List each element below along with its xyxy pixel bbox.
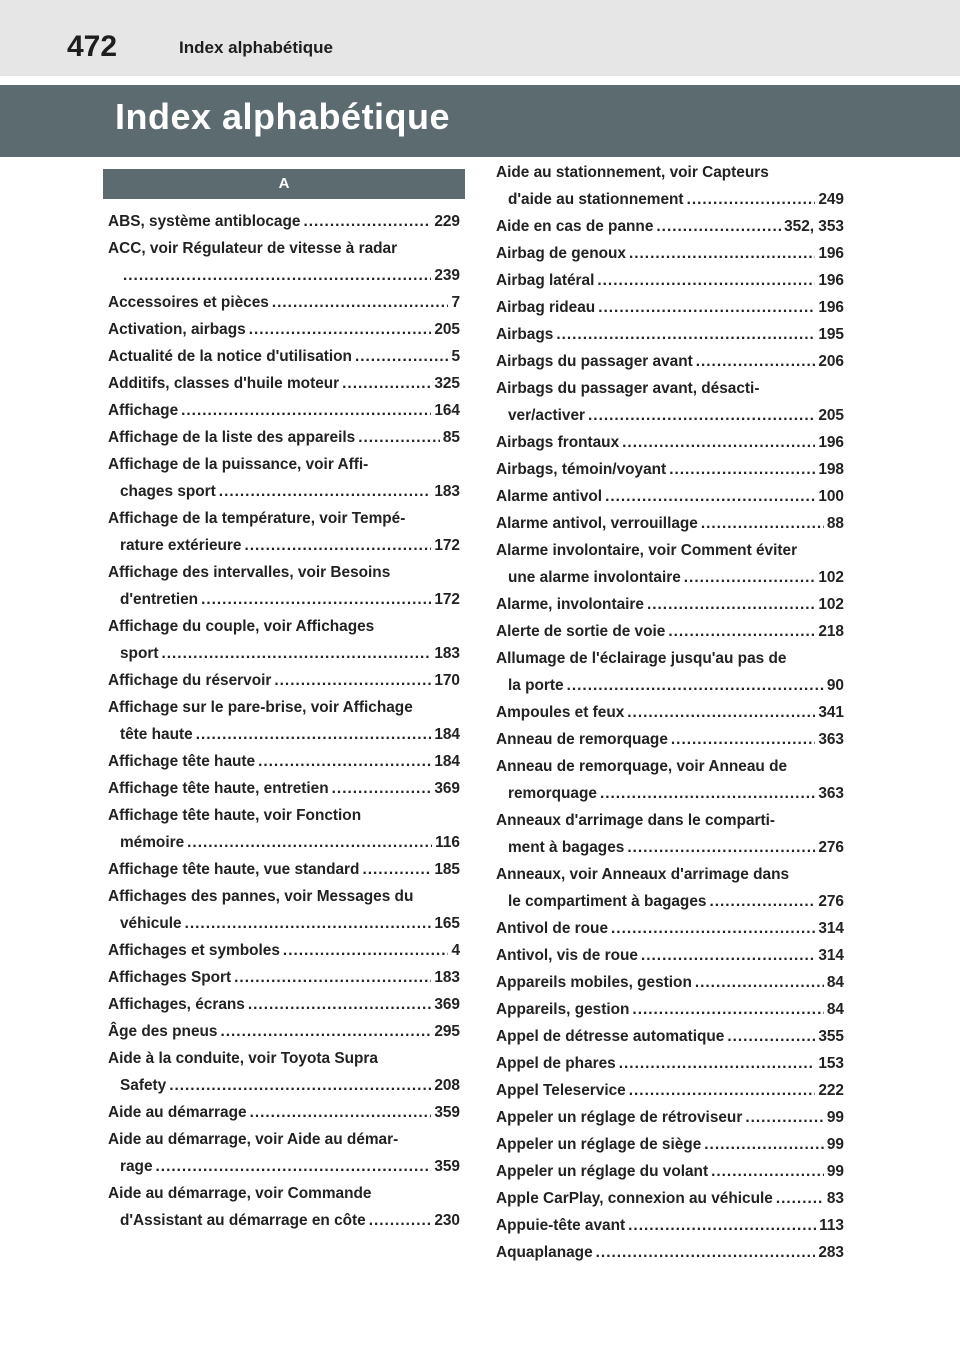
dot-leader [671,726,815,753]
index-entry-text: Accessoires et pièces [108,294,269,311]
dot-leader [711,1158,824,1185]
page-reference: 88 [826,515,844,532]
index-entry-text: ACC, voir Régulateur de vitesse à radar [108,240,398,257]
index-entry [496,267,844,294]
index-entry-text: Affichage tête haute, entretien [108,780,329,797]
index-entry-text: Ampoules et feux [496,704,625,721]
dot-leader [123,262,431,289]
dot-leader [249,316,432,343]
dot-leader [647,591,815,618]
index-entry [496,726,844,753]
index-entry [108,1018,460,1045]
index-entry-text: Anneaux, voir Anneaux d'arrimage dans [496,866,790,883]
index-entry [496,1185,844,1212]
index-entry-text: Appel de détresse automatique [496,1028,725,1045]
index-entry-text: Alerte de sortie de voie [496,623,666,640]
page-reference: 172 [434,591,460,608]
index-entry-text: tête haute [120,726,193,743]
index-entry-text: Safety [120,1077,167,1094]
index-entry [108,559,460,613]
dot-leader [355,343,448,370]
page-reference: 325 [434,375,460,392]
page-reference: 230 [434,1212,460,1229]
page-reference: 355 [818,1028,844,1045]
index-entry-text: Airbag latéral [496,272,595,289]
index-entry-text: d'entretien [120,591,199,608]
index-entry-text: Alarme involontaire, voir Comment éviter [496,542,798,559]
index-entry-text: Affichages des pannes, voir Messages du [108,888,414,905]
index-entry-text: Affichage du réservoir [108,672,272,689]
page-reference: 276 [818,893,844,910]
page-reference: 229 [434,213,460,230]
page-reference: 196 [818,434,844,451]
index-entry [496,537,844,591]
page-reference: 84 [826,1001,844,1018]
index-entry [108,748,460,775]
dot-leader [709,888,815,915]
page-reference: 4 [451,942,460,959]
index-entry-text: Aide en cas de panne [496,218,654,235]
page-reference: 83 [826,1190,844,1207]
index-entry-text: Appeler un réglage de siège [496,1136,702,1153]
index-entry [496,1077,844,1104]
index-entry-text: Anneau de remorquage, voir Anneau de [496,758,788,775]
index-entry-text: rature extérieure [120,537,242,554]
index-entry [496,753,844,807]
index-entry-text: ver/activer [508,407,586,424]
index-entry [108,883,460,937]
dot-leader [187,829,432,856]
index-entry-text: Airbag rideau [496,299,596,316]
index-entry-text: Anneau de remorquage [496,731,668,748]
index-entry-text: Affichage tête haute, voir Fonction [108,807,362,824]
index-entry [108,667,460,694]
index-entry-text: Alarme, involontaire [496,596,644,613]
index-entry-text: Aquaplanage [496,1244,593,1261]
index-entry [496,1023,844,1050]
dot-leader [745,1104,824,1131]
page-reference: 218 [818,623,844,640]
dot-leader [687,186,816,213]
index-entry [496,861,844,915]
index-entry-text: Alarme antivol, verrouillage [496,515,698,532]
index-entry [108,1126,460,1180]
dot-leader [704,1131,824,1158]
index-entry [496,348,844,375]
index-entry-text: Affichages, écrans [108,996,245,1013]
dot-leader [684,564,816,591]
index-entry [496,510,844,537]
page-reference: 359 [434,1104,460,1121]
index-entry [496,321,844,348]
index-entry-text: Airbag de genoux [496,245,626,262]
index-entry [496,213,844,240]
index-entry [108,856,460,883]
page-reference: 276 [818,839,844,856]
index-entry [496,807,844,861]
page-reference: 100 [818,488,844,505]
index-entry [108,235,460,289]
page-reference: 341 [818,704,844,721]
page-reference: 99 [826,1163,844,1180]
index-entry-text: Additifs, classes d'huile moteur [108,375,340,392]
page-reference: 85 [442,429,460,446]
index-entry-text: rage [120,1158,153,1175]
dot-leader [696,348,816,375]
index-entry-text: Allumage de l'éclairage jusqu'au pas de [496,650,787,667]
index-entry [496,942,844,969]
dot-leader [156,1153,432,1180]
page-reference: 99 [826,1109,844,1126]
page-reference: 196 [818,272,844,289]
running-title: Index alphabétique [179,38,333,57]
index-entry-text: Aide au démarrage, voir Commande [108,1185,372,1202]
index-entry-text: Affichage [108,402,179,419]
index-entry [496,483,844,510]
index-entry-text: remorquage [508,785,597,802]
index-entry [496,969,844,996]
page-reference: 239 [434,267,460,284]
index-entry-text: ABS, système antiblocage [108,213,301,230]
dot-leader [219,478,432,505]
index-entry-text: Appuie-tête avant [496,1217,626,1234]
dot-leader [619,1050,816,1077]
index-entry-text: Affichage du couple, voir Affichages [108,618,375,635]
dot-leader [362,856,431,883]
index-entry-text: Affichage de la température, voir Tempé- [108,510,406,527]
index-entry-text: mémoire [120,834,185,851]
index-entry-text: d'aide au stationnement [508,191,684,208]
dot-leader [632,996,823,1023]
dot-leader [669,456,815,483]
index-entry-text: Aide au stationnement, voir Capteurs [496,164,769,181]
dot-leader [629,240,815,267]
dot-leader [627,834,815,861]
page-reference: 314 [818,947,844,964]
page-reference: 369 [434,996,460,1013]
index-entry [108,613,460,667]
index-entry [496,1050,844,1077]
page-reference: 359 [434,1158,460,1175]
index-entry [496,159,844,213]
dot-leader [596,1239,816,1266]
dot-leader [283,937,449,964]
index-entry-text: Airbags du passager avant, désacti- [496,380,760,397]
dot-leader [776,1185,824,1212]
page-reference: 295 [434,1023,460,1040]
index-entry [496,375,844,429]
index-entry-text: Appareils, gestion [496,1001,630,1018]
index-entry [108,1045,460,1099]
index-entry [108,370,460,397]
dot-leader [201,586,431,613]
dot-leader [258,748,431,775]
dot-leader [220,1018,431,1045]
page-reference: 183 [434,969,460,986]
dot-leader [605,483,815,510]
dot-leader [234,964,431,991]
page-reference: 84 [826,974,844,991]
index-entry-text: Airbags, témoin/voyant [496,461,667,478]
page-reference: 205 [434,321,460,338]
dot-leader [274,667,431,694]
page-reference: 195 [818,326,844,343]
dot-leader [701,510,824,537]
page-reference: 206 [818,353,844,370]
index-entry [108,343,460,370]
index-entry-text: Antivol, vis de roue [496,947,638,964]
index-entry-text: Airbags [496,326,554,343]
page-reference: 5 [451,348,460,365]
page-reference: 183 [434,645,460,662]
index-entry [108,802,460,856]
dot-leader [161,640,431,667]
page-reference: 205 [818,407,844,424]
index-entry [108,991,460,1018]
index-entry [108,289,460,316]
index-entry-text: Appareils mobiles, gestion [496,974,692,991]
index-entry [496,240,844,267]
index-entry-text: Aide à la conduite, voir Toyota Supra [108,1050,378,1067]
index-entry-text: la porte [508,677,564,694]
index-entry-text: Aide au démarrage [108,1104,247,1121]
index-entry-text: le compartiment à bagages [508,893,707,910]
index-entry-text: Activation, airbags [108,321,246,338]
index-entry [108,694,460,748]
index-entry-text: Antivol de roue [496,920,609,937]
index-entry [108,505,460,559]
page-reference: 113 [819,1217,844,1234]
index-entry [108,937,460,964]
page-reference: 352, 353 [784,218,844,235]
index-entry-text: Anneaux d'arrimage dans le comparti- [496,812,776,829]
index-entry [496,1212,844,1239]
dot-leader [248,991,431,1018]
index-entry [496,1158,844,1185]
index-entry [108,208,460,235]
index-entry-text: Affichages et symboles [108,942,280,959]
index-entry [108,397,460,424]
page-reference: 184 [434,753,460,770]
page-reference: 102 [818,596,844,613]
index-entry-text: Affichage de la liste des appareils [108,429,356,446]
index-entry-text: Alarme antivol [496,488,603,505]
page-reference: 363 [818,785,844,802]
page-reference: 7 [451,294,460,311]
index-entry [496,456,844,483]
page-reference: 184 [434,726,460,743]
index-column-left [108,208,460,1234]
dot-leader [244,532,431,559]
page-reference: 363 [818,731,844,748]
page-reference: 222 [818,1082,844,1099]
dot-leader [272,289,449,316]
index-entry [496,294,844,321]
section-letter-header: A [103,169,465,199]
page-number: 472 [67,30,118,63]
page-reference: 369 [434,780,460,797]
page-reference: 314 [818,920,844,937]
index-entry [108,964,460,991]
dot-leader [332,775,432,802]
dot-leader [668,618,815,645]
dot-leader [695,969,824,996]
index-entry [496,915,844,942]
page-reference: 102 [818,569,844,586]
index-entry [108,1099,460,1126]
dot-leader [641,942,815,969]
index-entry-text: Affichage des intervalles, voir Besoins [108,564,391,581]
page-reference: 172 [434,537,460,554]
index-entry-text: Appeler un réglage de rétroviseur [496,1109,743,1126]
dot-leader [627,699,815,726]
dot-leader [185,910,432,937]
index-entry-text: Appeler un réglage du volant [496,1163,709,1180]
index-entry-text: Affichage sur le pare-brise, voir Affichage [108,699,413,716]
index-entry [108,451,460,505]
dot-leader [303,208,431,235]
page-reference: 198 [818,461,844,478]
dot-leader [727,1023,815,1050]
page-reference: 196 [818,245,844,262]
index-entry-text: Actualité de la notice d'utilisation [108,348,352,365]
index-entry [108,316,460,343]
index-entry [496,618,844,645]
dot-leader [250,1099,432,1126]
index-entry-text: Airbags du passager avant [496,353,693,370]
index-entry [496,429,844,456]
index-entry-text: Affichages Sport [108,969,232,986]
dot-leader [369,1207,432,1234]
dot-leader [622,429,815,456]
dot-leader [600,780,815,807]
page-reference: 283 [818,1244,844,1261]
dot-leader [169,1072,431,1099]
page-reference: 165 [434,915,460,932]
index-entry [496,699,844,726]
index-entry [496,1104,844,1131]
index-entry-text: Âge des pneus [108,1023,218,1040]
index-entry-text: Affichage de la puissance, voir Affi- [108,456,369,473]
index-entry-text: d'Assistant au démarrage en côte [120,1212,366,1229]
dot-leader [628,1212,816,1239]
index-entry [108,424,460,451]
dot-leader [196,721,432,748]
dot-leader [181,397,431,424]
dot-leader [598,294,815,321]
dot-leader [597,267,815,294]
page-title: Index alphabétique [115,96,451,137]
dot-leader [588,402,815,429]
page-reference: 183 [434,483,460,500]
page-reference: 116 [435,834,460,851]
index-entry-text: une alarme involontaire [508,569,681,586]
running-header [0,0,960,76]
page-reference: 90 [826,677,844,694]
index-column-right [496,159,844,1266]
page-reference: 164 [434,402,460,419]
index-entry-text: Appel de phares [496,1055,616,1072]
index-entry [496,1239,844,1266]
dot-leader [358,424,440,451]
index-entry-text: Apple CarPlay, connexion au véhicule [496,1190,773,1207]
index-entry-text: chages sport [120,483,216,500]
page-reference: 208 [434,1077,460,1094]
page-reference: 196 [818,299,844,316]
index-entry-text: Airbags frontaux [496,434,620,451]
index-entry-text: sport [120,645,159,662]
index-entry [108,775,460,802]
index-entry-text: véhicule [120,915,182,932]
index-entry [496,1131,844,1158]
dot-leader [629,1077,816,1104]
index-entry-text: Affichage tête haute, vue standard [108,861,360,878]
index-entry-text: ment à bagages [508,839,625,856]
index-entry-text: Affichage tête haute [108,753,256,770]
dot-leader [567,672,824,699]
page-reference: 249 [818,191,844,208]
page-reference: 153 [818,1055,844,1072]
index-entry [496,645,844,699]
index-entry-text: Appel Teleservice [496,1082,626,1099]
page-reference: 185 [434,861,460,878]
index-entry-text: Aide au démarrage, voir Aide au démar- [108,1131,399,1148]
index-entry [108,1180,460,1234]
dot-leader [556,321,815,348]
dot-leader [656,213,781,240]
page-reference: 170 [434,672,460,689]
page-reference: 99 [826,1136,844,1153]
dot-leader [342,370,431,397]
dot-leader [611,915,815,942]
index-entry [496,591,844,618]
index-entry [496,996,844,1023]
